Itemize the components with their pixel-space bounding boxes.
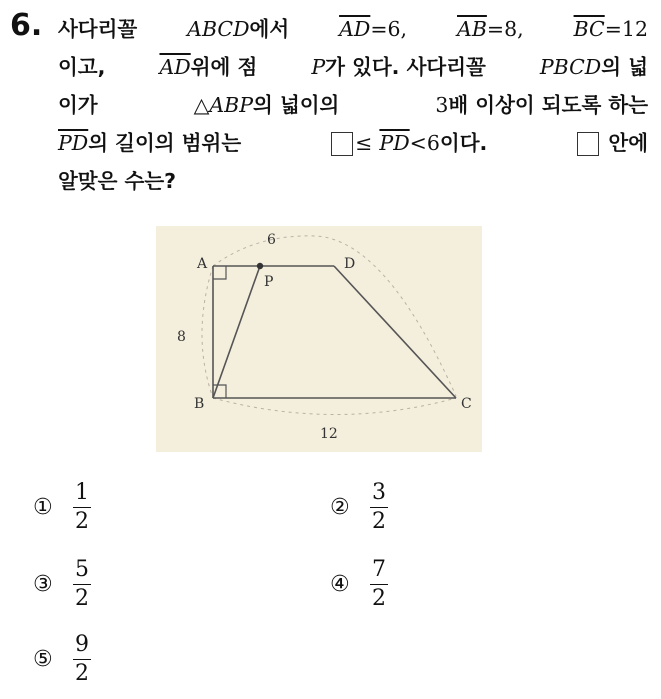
- text-segment: 이가: [58, 93, 98, 117]
- math-segment-pd: $\overline{PD}$: [58, 131, 89, 155]
- denominator: 2: [372, 586, 386, 611]
- math-segment-ad: $\overline{AD}$: [159, 55, 191, 79]
- fraction: [370, 557, 388, 612]
- fraction: [73, 557, 91, 612]
- denominator: 2: [75, 586, 89, 611]
- math-segment-pd: $\overline{PD}$: [379, 131, 410, 155]
- fraction-bar: [370, 584, 388, 585]
- question-line-3: [58, 86, 648, 124]
- math-abp: ABP: [209, 93, 253, 117]
- numerator: 9: [75, 632, 89, 657]
- choice-5[interactable]: [33, 632, 91, 687]
- math-point-p: P: [311, 55, 326, 79]
- math-symbol: ≤: [355, 131, 373, 155]
- denominator: 2: [372, 509, 386, 534]
- text-segment: 위에 점: [190, 55, 258, 79]
- right-angle-mark-a: [213, 266, 226, 279]
- math-pbcd: PBCD: [539, 55, 602, 79]
- math-value: 3: [435, 93, 449, 117]
- length-label-left: 8: [177, 329, 186, 345]
- text-segment: 이고,: [58, 55, 106, 79]
- fraction: [73, 480, 91, 535]
- numerator: 5: [75, 557, 89, 582]
- fraction-bar: [370, 507, 388, 508]
- text-segment: 에서: [249, 17, 290, 41]
- text-segment: 알맞은 수는?: [58, 169, 177, 193]
- math-abcd: ABCD: [187, 17, 250, 41]
- text-segment: 사다리꼴: [58, 17, 138, 41]
- point-label-p: P: [264, 274, 274, 290]
- length-label-top: 6: [267, 232, 276, 248]
- text-segment: 배 이상이 되도록 하는: [448, 93, 648, 117]
- choice-number: ③: [33, 572, 53, 597]
- question-number: 6.: [10, 8, 43, 43]
- choice-number: ④: [330, 572, 350, 597]
- choice-4[interactable]: [330, 557, 388, 612]
- math-value: =8,: [486, 17, 524, 41]
- dimension-arc-left: [202, 266, 213, 398]
- question-line-2: [58, 48, 648, 86]
- fraction: [370, 480, 388, 535]
- text-segment: 이다.: [439, 131, 488, 155]
- answer-blank-box: [577, 132, 599, 156]
- numerator: 3: [372, 480, 386, 505]
- triangle-symbol: △: [193, 93, 210, 117]
- math-value: <6: [409, 131, 440, 155]
- choice-3[interactable]: [33, 557, 91, 612]
- choice-2[interactable]: [330, 480, 388, 535]
- text-segment: 안에: [608, 131, 648, 155]
- vertex-label-b: B: [194, 396, 205, 412]
- numerator: 1: [75, 480, 89, 505]
- fraction-bar: [73, 659, 91, 660]
- denominator: 2: [75, 661, 89, 686]
- text-segment: 의 넓: [601, 55, 648, 79]
- question-text: [58, 10, 648, 200]
- fraction-bar: [73, 584, 91, 585]
- text-segment: 가 있다. 사다리꼴: [325, 55, 486, 79]
- numerator: 7: [372, 557, 386, 582]
- question-line-1: [58, 10, 648, 48]
- choice-number: ⑤: [33, 647, 53, 672]
- length-label-bottom: 12: [320, 426, 338, 442]
- vertex-label-a: A: [197, 256, 208, 272]
- math-value: =12: [604, 17, 648, 41]
- question-line-5: [58, 162, 648, 200]
- choice-1[interactable]: [33, 480, 91, 535]
- choice-number: ②: [330, 495, 350, 520]
- text-segment: 의 길이의 범위는: [88, 131, 242, 155]
- dimension-arc-bottom: [213, 398, 456, 415]
- fraction: [73, 632, 91, 687]
- text-segment: 의 넓이의: [253, 93, 340, 117]
- answer-blank-box: [331, 132, 353, 156]
- vertex-label-c: C: [461, 396, 472, 412]
- math-segment-ab: $\overline{AB}$: [457, 17, 487, 41]
- fraction-bar: [73, 507, 91, 508]
- question-line-4: [58, 124, 648, 162]
- math-segment-bc: $\overline{BC}$: [573, 17, 605, 41]
- segment-dc: [334, 266, 456, 398]
- point-p-dot: [257, 263, 263, 269]
- math-segment-ad: $\overline{AD}$: [339, 17, 371, 41]
- choice-number: ①: [33, 495, 53, 520]
- denominator: 2: [75, 509, 89, 534]
- trapezoid-figure: [156, 226, 482, 452]
- dimension-arc-top: [213, 236, 456, 396]
- vertex-label-d: D: [344, 256, 356, 272]
- math-value: =6,: [370, 17, 408, 41]
- segment-pb: [213, 266, 260, 398]
